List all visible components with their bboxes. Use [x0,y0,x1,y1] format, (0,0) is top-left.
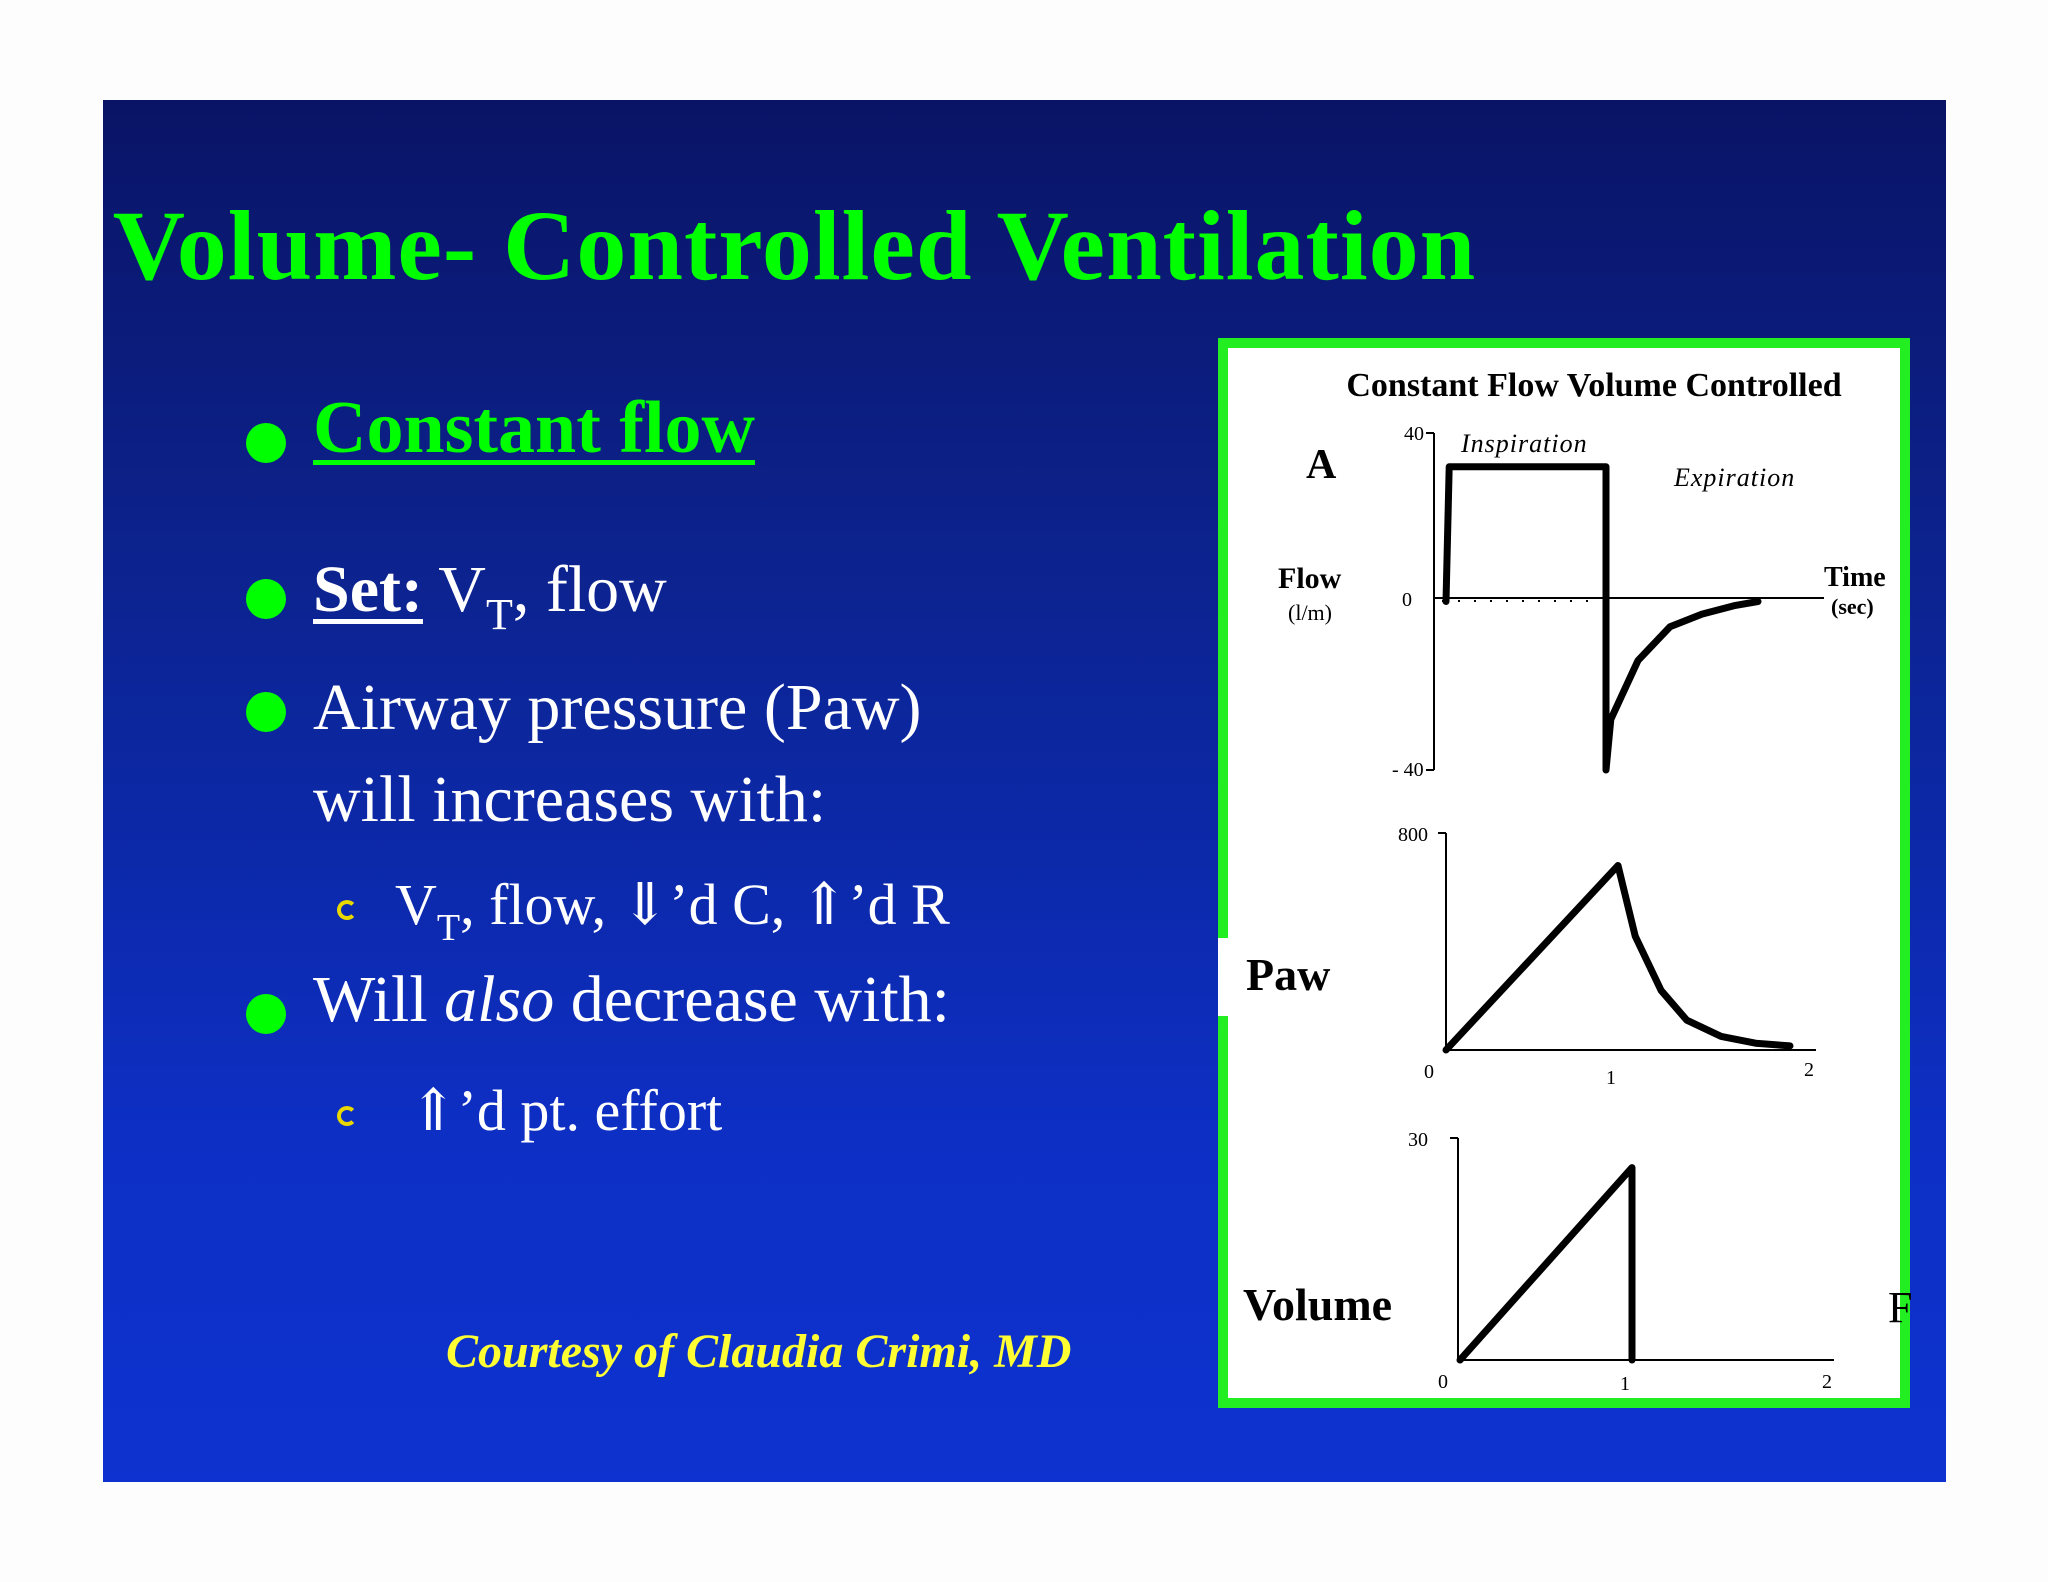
decrease-post: decrease with: [554,963,951,1036]
decrease-emphasis: also [444,963,555,1036]
volume-axis-label: Volume [1243,1279,1393,1330]
label-notch [1218,938,1228,1016]
slide-title: Volume- Controlled Ventilation [112,190,1477,301]
panel-letter: A [1306,442,1337,488]
airway-line-1: Airway pressure (Paw) [313,671,922,744]
bullet-dot [246,692,286,732]
volume-tick-label: 2 [1822,1371,1832,1393]
paw-tick-label: 2 [1804,1059,1814,1081]
set-label: Set: [313,553,423,626]
vt-symbol: V [395,872,437,937]
paw-axes [1438,833,1816,1050]
waveform-figure [1218,338,1913,1408]
constant-flow-text: Constant flow [313,387,755,469]
waveform-svg [1228,348,1913,1398]
vt-subscript: T [485,590,513,639]
volume-tick-label: 1 [1620,1373,1630,1395]
volume-tick-label: 30 [1408,1129,1428,1151]
bullet-set [313,552,667,640]
volume-axes [1450,1138,1834,1360]
sub-bullet-ring [337,1106,357,1126]
paw-tick-label: 800 [1398,824,1428,846]
volume-waveform [1460,1168,1632,1360]
sub-bullet-ring [337,900,357,920]
increase-factors: , flow, ⇓’d C, ⇑’d R [460,872,950,937]
paw-waveform [1446,866,1790,1051]
bullet-dot [246,423,286,463]
cut-off-letter: F [1888,1283,1913,1332]
vt-subscript: T [436,907,461,949]
flow-axis-unit: (l/m) [1288,600,1332,625]
bullet-dot [246,579,286,619]
flow-tick-label: 40 [1404,423,1424,445]
airway-line-2: will increases with: [313,763,827,836]
paw-tick-label: 0 [1424,1061,1434,1083]
flow-tick-label: 0 [1402,589,1412,611]
flow-waveform [1446,467,1758,770]
set-rest: , flow [512,553,667,626]
bullet-dot [246,994,286,1034]
flow-tick-label: - 40 [1392,759,1424,781]
sub-bullet-effort [409,1076,722,1144]
effort-text: ⇑’d pt. effort [409,1078,723,1143]
expiration-label: Expiration [1674,463,1796,492]
sub-bullet-increase [395,870,950,950]
decrease-pre: Will [313,963,445,1036]
courtesy-credit: Courtesy of Claudia Crimi, MD [446,1325,1072,1378]
bullet-constant-flow [313,386,755,471]
vt-symbol: V [438,553,486,626]
time-axis-unit: (sec) [1831,594,1874,619]
slide [103,100,1946,1482]
paw-axis-label: Paw [1246,949,1331,1000]
bullet-decrease [313,962,950,1038]
bullet-airway-pressure [313,662,921,846]
time-axis-label: Time [1824,562,1886,593]
figure-title: Constant Flow Volume Controlled [1346,367,1842,404]
inspiration-label: Inspiration [1461,429,1588,458]
volume-tick-label: 0 [1438,1371,1448,1393]
flow-axis-label: Flow [1278,562,1342,595]
paw-tick-label: 1 [1606,1067,1616,1089]
